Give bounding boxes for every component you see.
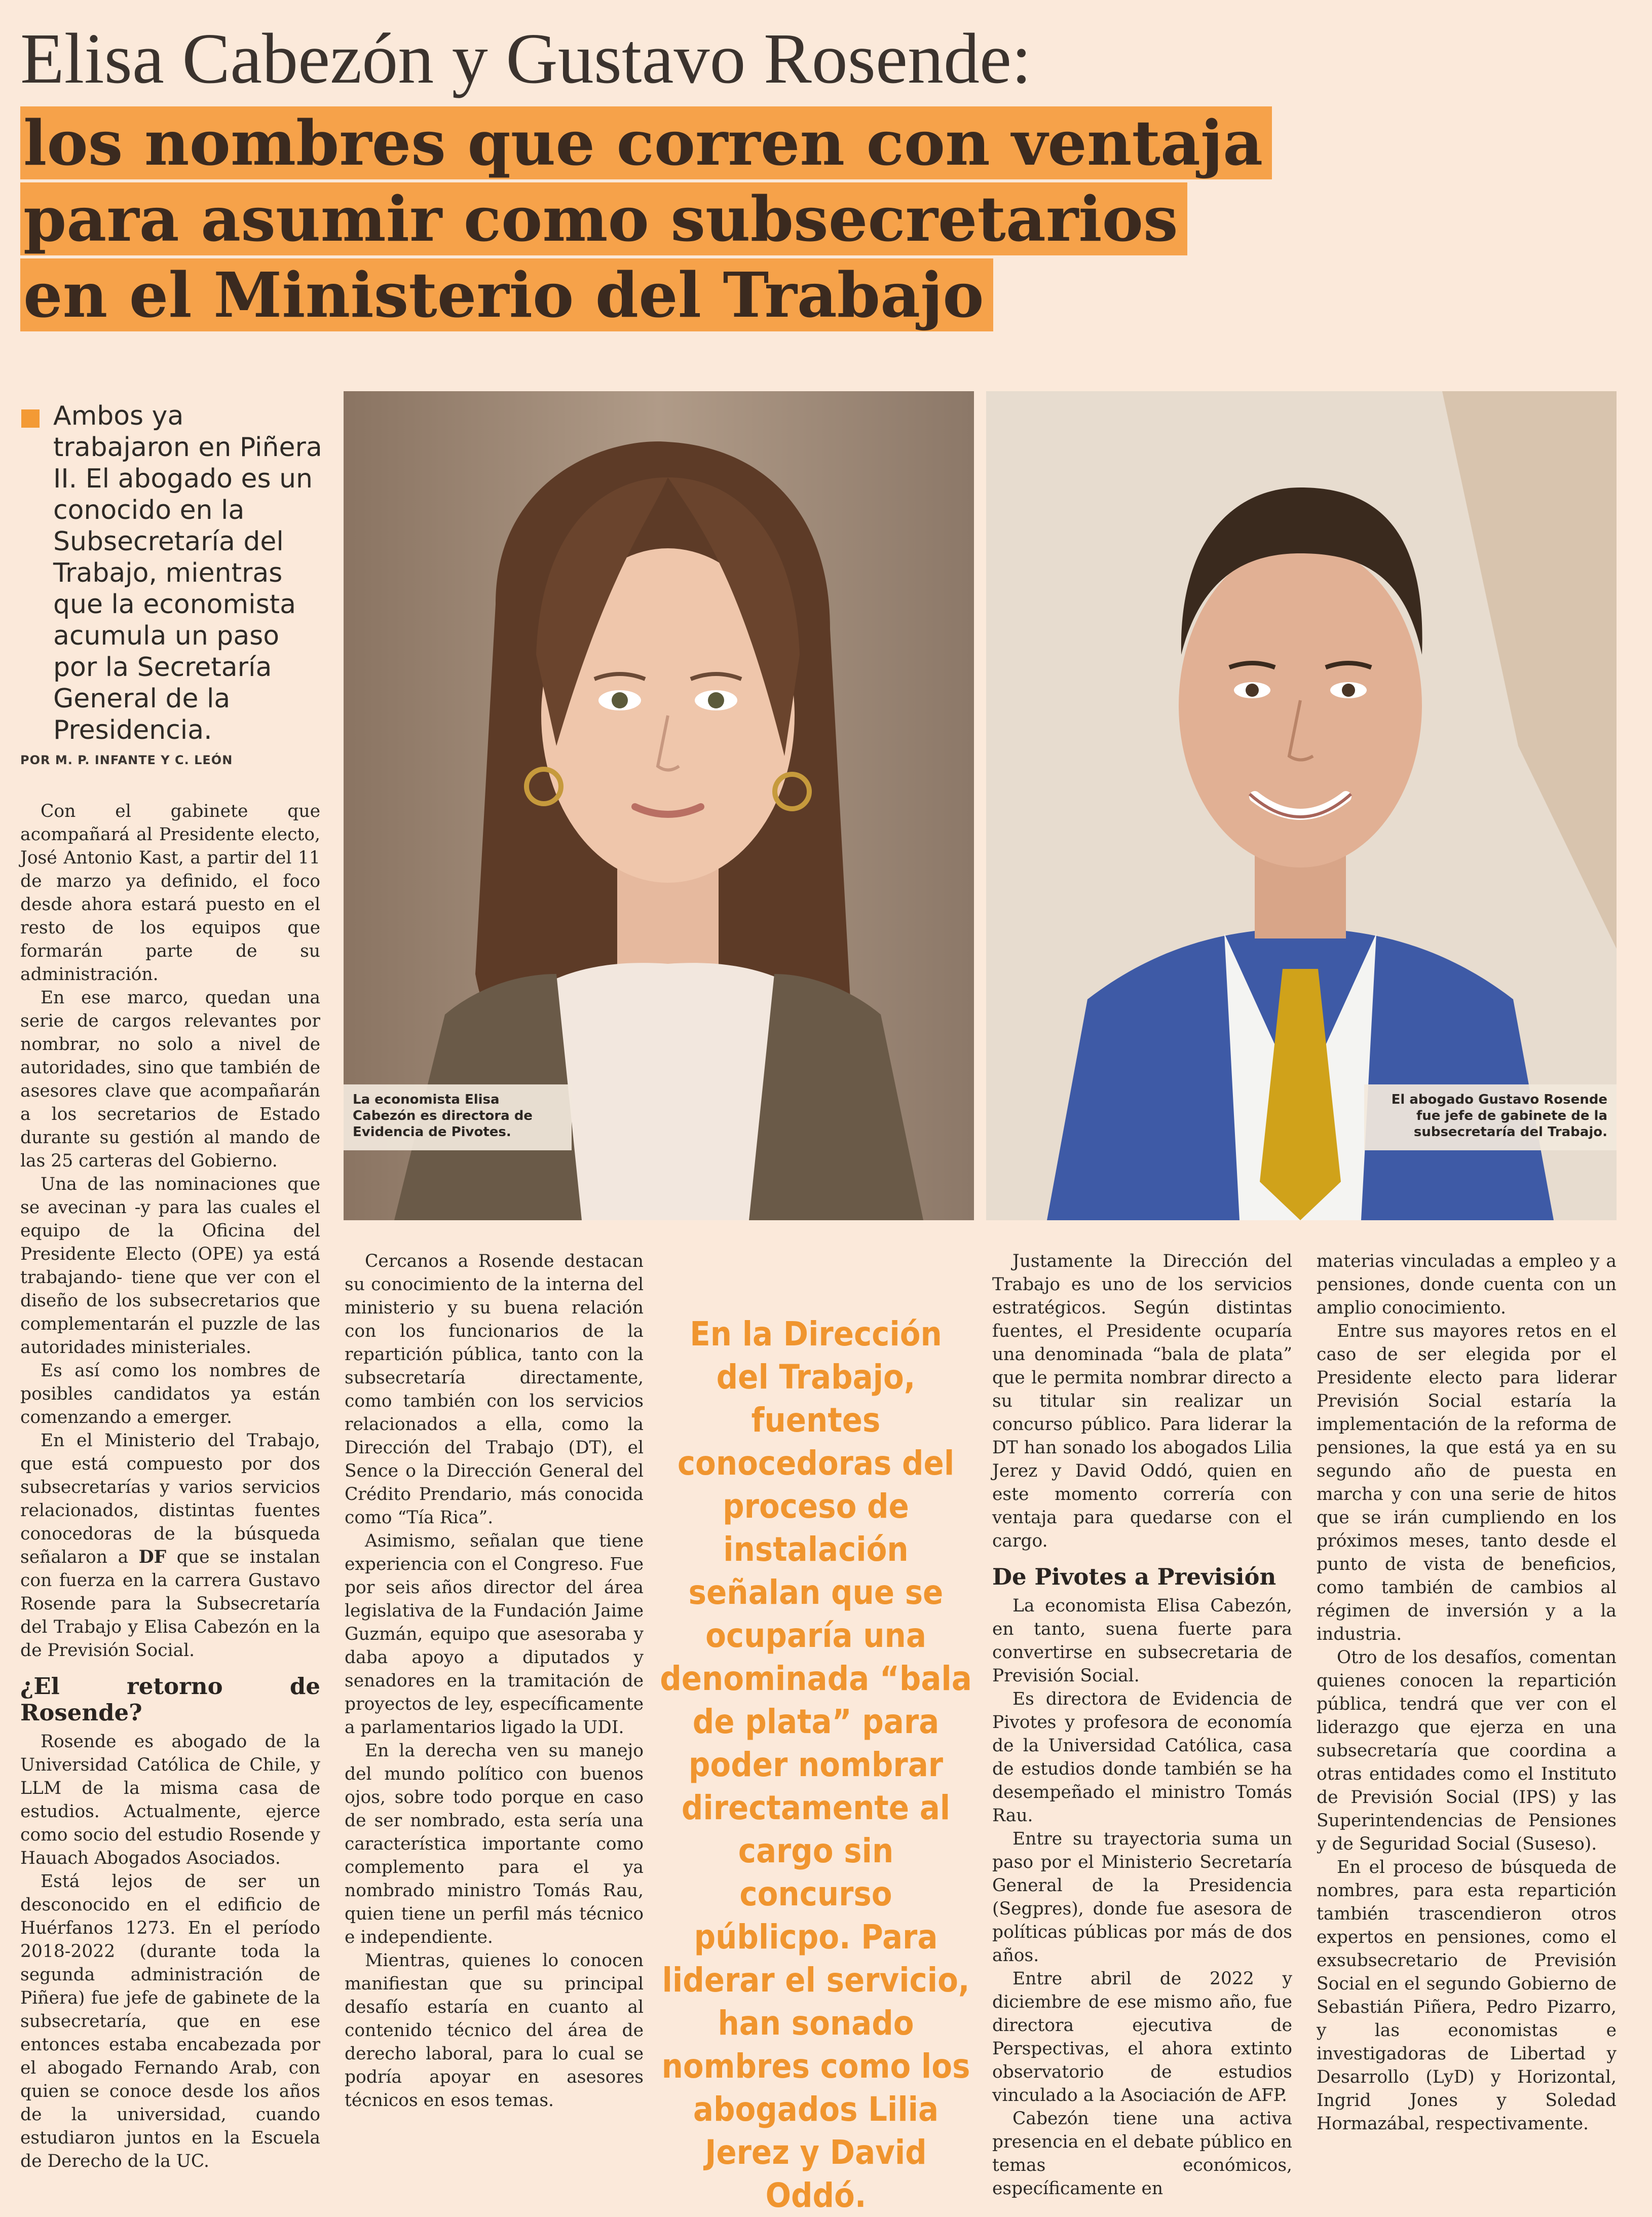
paragraph: La economista Elisa Cabezón, en tanto, suena fuerte para convertirse en subsecretaria de Previsión Social. bbox=[992, 1596, 1292, 1686]
photo-caption-left: La economista Elisa Cabezón es directora de Evidencia de Pivotes. bbox=[344, 1084, 572, 1150]
paragraph: Es así como los nombres de posibles candidatos ya están comenzando a emerger. bbox=[20, 1361, 320, 1427]
headline-line-1: los nombres que corren con ventaja bbox=[20, 107, 1272, 178]
pull-quote: En la Dirección del Trabajo, fuentes conocedoras del proceso de instalación señalan que se ocuparía una denominada “bala de plata” para poder nombrar directamente al cargo sin concurso públicpo. Para liderar el servicio, han sonado nombres como los abogados Lilia Jerez y David Oddó. bbox=[660, 1314, 972, 2215]
paragraph: Justamente la Dirección del Trabajo es uno de los servicios estratégicos. Según distintas fuentes, el Presidente ocuparía una denominada “bala de plata” que le permita nombrar directo a su titular sin realizar un concurso público. Para liderar la DT han sonado los abogados Lilia Jerez y David Oddó, quien en este momento correría con ventaja para quedarse con el cargo. bbox=[992, 1251, 1292, 1551]
article-column-4 bbox=[1317, 1250, 1617, 2135]
paragraph: Mientras, quienes lo conocen manifiestan que su principal desafío estaría en cuanto al contenido técnico del área de derecho laboral, para lo cual se podría apoyar en asesores técnicos en esos temas. bbox=[345, 1950, 644, 2111]
paragraph: Entre su trayectoria suma un paso por el Ministerio Secretaría General de la Presidencia (Segpres), donde fue asesora de políticas públicas por más de dos años. bbox=[992, 1829, 1292, 1966]
paragraph: Asimismo, señalan que tiene experiencia con el Congreso. Fue por seis años director del área legislativa de la Fundación Jaime Guzmán, equipo que asesoraba y daba apoyo a diputados y senadores en la tramitación de proyectos de ley, específicamente a parlamentarios ligado la UDI. bbox=[345, 1531, 644, 1738]
paragraph: Rosende es abogado de la Universidad Católica de Chile, y LLM de la misma casa de estudios. Actualmente, ejerce como socio del estudio Rosende y Hauach Abogados Asociados. bbox=[20, 1732, 320, 1868]
subheading: ¿El retorno de Rosende? bbox=[20, 1673, 320, 1726]
paragraph: Entre abril de 2022 y diciembre de ese mismo año, fue directora ejecutiva de Perspectivas, el ahora extinto observatorio de estudios vinculado a la Asociación de AFP. bbox=[992, 1969, 1292, 2106]
lead-bullet-icon bbox=[21, 409, 40, 428]
headline-line-3: en el Ministerio del Trabajo bbox=[20, 259, 993, 330]
paragraph: En el Ministerio del Trabajo, que está compuesto por dos subsecretarías y varios servicios relacionados, distintas fuentes conocedoras de la búsqueda señalaron a DF que se instalan con fuerza en la carrera Gustavo Rosende para la Subsecretaría del Trabajo y Elisa Cabezón en la de Previsión Social. bbox=[20, 1431, 320, 1661]
df-mention: DF bbox=[138, 1547, 167, 1567]
article-column-2 bbox=[345, 1250, 644, 2112]
paragraph: Cercanos a Rosende destacan su conocimiento de la interna del ministerio y su buena relación con los funcionarios de la repartición pública, tanto con la subsecretaría directamente, como también con los servicios relacionados a ella, como la Dirección del Trabajo (DT), el Sence o la Dirección General del Crédito Prendario, más conocida como “Tía Rica”. bbox=[345, 1251, 644, 1528]
article-column-3 bbox=[992, 1250, 1292, 2200]
paragraph: Otro de los desafíos, comentan quienes conocen la repartición pública, tendrá que ver con el liderazgo que ejerza en una subsecretaría que coordina a otras entidades como el Instituto de Previsión Social (IPS) y las Superintendencias de Pensiones y de Seguridad Social (Suseso). bbox=[1317, 1647, 1617, 1854]
paragraph: En ese marco, quedan una serie de cargos relevantes por nombrar, no solo a nivel de autoridades, sino que también de asesores clave que acompañarán a los secretarios de Estado durante su gestión al mando de las 25 carteras del Gobierno. bbox=[20, 988, 320, 1171]
paragraph: Una de las nominaciones que se avecinan -y para las cuales el equipo de la Oficina del Presidente Electo (OPE) ya está trabajando- tiene que ver con el diseño de los subsecretarios que complementarán el puzzle de las autoridades ministeriales. bbox=[20, 1174, 320, 1358]
article-column-1 bbox=[20, 800, 320, 2173]
photo-caption-right: El abogado Gustavo Rosende fue jefe de gabinete de la subsecretaría del Trabajo. bbox=[1364, 1084, 1617, 1150]
paragraph: En el proceso de búsqueda de nombres, para esta repartición también trascendieron otros expertos en pensiones, como el exsubsecretario de Previsión Social en el segundo Gobierno de Sebastián Piñera, Pedro Pizarro, y las economistas e investigadoras de Libertad y Desarrollo (LyD) y Horizontal, Ingrid Jones y Soledad Hormazábal, respectivamente. bbox=[1317, 1857, 1617, 2134]
paragraph: Entre sus mayores retos en el caso de ser elegida por el Presidente electo para liderar Previsión Social estaría la implementación de la reforma de pensiones, la que está ya en su segundo año de puesta en marcha y con una serie de hitos que se irán cumpliendo en los próximos meses, tanto desde el punto de vista de beneficios, como también de cambios al régimen de inversión y a la industria. bbox=[1317, 1321, 1617, 1644]
paragraph: Es directora de Evidencia de Pivotes y profesora de economía de la Universidad Católica, casa de estudios donde también se ha desempeñado el ministro Tomás Rau. bbox=[992, 1689, 1292, 1826]
subheading: De Pivotes a Previsión bbox=[992, 1563, 1276, 1590]
lead-summary: Ambos ya trabajaron en Piñera II. El abogado es un conocido en la Subsecretaría del Trabajo, mientras que la economista acumula un paso por la Secretaría General de la Presidencia. bbox=[53, 401, 322, 745]
paragraph: Cabezón tiene una activa presencia en el debate público en temas económicos, específicamente en bbox=[992, 2109, 1292, 2199]
byline: POR M. P. INFANTE Y C. LEÓN bbox=[20, 753, 233, 767]
headline-kicker: Elisa Cabezón y Gustavo Rosende: bbox=[20, 18, 1032, 98]
headline-line-2: para asumir como subsecretarios bbox=[20, 183, 1187, 254]
paragraph: Con el gabinete que acompañará al Presidente electo, José Antonio Kast, a partir del 11 de marzo ya definido, el foco desde ahora estará puesto en el resto de los equipos que formarán parte de su administración. bbox=[20, 801, 320, 985]
paragraph: materias vinculadas a empleo y a pensiones, donde cuenta con un amplio conocimiento. bbox=[1317, 1251, 1617, 1318]
paragraph: En la derecha ven su manejo del mundo político con buenos ojos, sobre todo porque en caso de ser nombrado, esta sería una característica importante como complemento para el ya nombrado ministro Tomás Rau, quien tiene un perfil más técnico e independiente. bbox=[345, 1741, 644, 1947]
paragraph: Está lejos de ser un desconocido en el edificio de Huérfanos 1273. En el período 2018-2022 (durante toda la segunda administración de Piñera) fue jefe de gabinete de la subsecretaría, que en ese entonces estaba encabezada por el abogado Fernando Arab, con quien se conoce desde los años de la universidad, cuando estudiaron juntos en la Escuela de Derecho de la UC. bbox=[20, 1871, 320, 2171]
